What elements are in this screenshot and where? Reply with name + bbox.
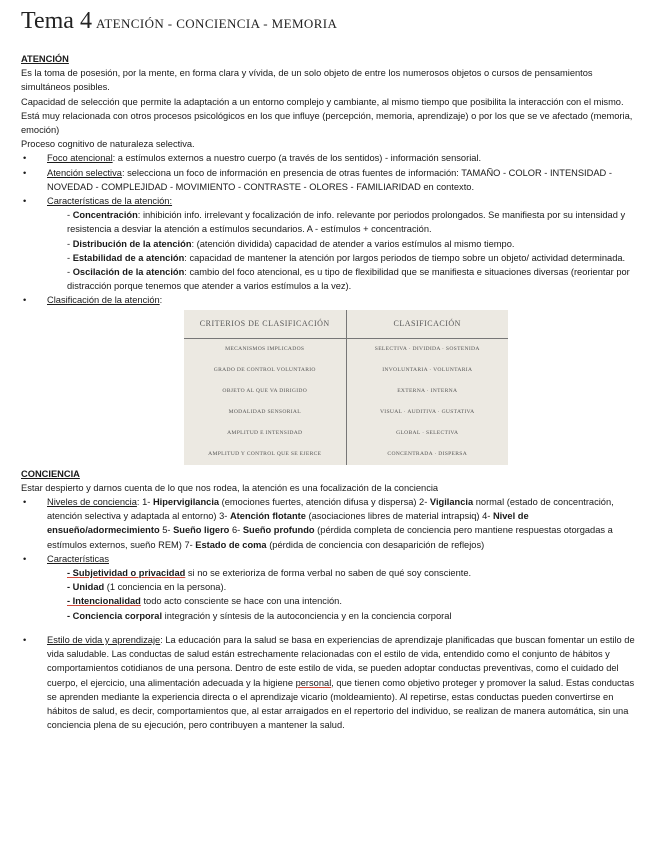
- niveles-text: (pérdida completa de conciencia pero mantiene respuestas otorgadas a estímulos externos, sueño REM) 7-: [47, 525, 613, 550]
- list-item: [21, 151, 637, 165]
- dash: -: [67, 238, 73, 249]
- table-cell: EXTERNA · INTERNA: [397, 388, 458, 395]
- foco-text: : a estímulos externos a nuestro cuerpo (a través de los sentidos) - información sensorial.: [112, 153, 482, 164]
- table-cell: VISUAL · AUDITIVA · GUSTATIVA: [379, 409, 475, 416]
- oscilacion-term: Oscilación de la atención: [72, 267, 185, 278]
- table-cell: OBJETO AL QUE VA DIRIGIDO: [184, 381, 346, 402]
- sub-item: [47, 566, 637, 580]
- sub-item: [47, 251, 637, 265]
- nivel-term: Hipervigilancia: [152, 497, 220, 508]
- unidad-text: (1 conciencia en la persona).: [104, 582, 227, 593]
- dash: -: [67, 210, 73, 221]
- sub-item: [47, 237, 637, 251]
- title-subtitle: ATENCIÓN - CONCIENCIA - MEMORIA: [95, 16, 338, 31]
- estabilidad-term: Estabilidad de a atención: [72, 252, 185, 263]
- colon: :: [159, 295, 163, 306]
- distribucion-text: : (atención dividida) capacidad de atender a varios estímulos al mismo tiempo.: [191, 238, 515, 249]
- nivel-term: Estado de coma: [195, 539, 267, 550]
- table-row: [184, 423, 508, 444]
- estilo-list: [21, 633, 637, 732]
- sub-item: [47, 594, 637, 608]
- sub-item: [47, 580, 637, 594]
- sub-item: [47, 265, 637, 293]
- table-cell: MODALIDAD SENSORIAL: [184, 402, 346, 423]
- table-cell: GRADO DE CONTROL VOLUNTARIO: [184, 360, 346, 381]
- estilo-label: Estilo de vida y aprendizaje: [47, 634, 161, 645]
- caracteristicas-label: Características de la atención:: [47, 196, 173, 207]
- table-cell: AMPLITUD Y CONTROL QUE SE EJERCE: [184, 444, 346, 465]
- document-body: [21, 52, 637, 732]
- conciencia-corporal-term: - Conciencia corporal: [67, 610, 163, 621]
- section-heading-conciencia: CONCIENCIA: [21, 468, 80, 479]
- sub-item: [47, 208, 637, 236]
- table-row: [184, 402, 508, 423]
- table-row: [184, 381, 508, 402]
- unidad-term: - Unidad: [67, 582, 105, 593]
- niveles-text: (asociaciones libres de material intrapsiq) 4-: [305, 511, 493, 522]
- table-cell: MECANISMOS IMPLICADOS: [184, 338, 346, 360]
- list-item: [21, 293, 637, 307]
- paragraph-process: Proceso cognitivo de naturaleza selectiva.: [21, 139, 195, 150]
- table-cell: CONCENTRADA · DISPERSA: [387, 451, 468, 458]
- sub-item: [47, 609, 637, 623]
- list-item: [21, 552, 637, 623]
- table-cell: GLOBAL · SELECTIVA: [396, 430, 459, 437]
- nivel-term: Sueño ligero: [173, 525, 230, 536]
- concentracion-term: Concentración: [72, 210, 138, 221]
- nivel-term: Sueño profundo: [242, 525, 315, 536]
- niveles-text: 5-: [159, 525, 174, 536]
- table-row: [184, 360, 508, 381]
- niveles-text: normal (estado de concentración, atención selectiva y adaptada al entorno) 3-: [47, 497, 614, 522]
- table-cell: INVOLUNTARIA · VOLUNTARIA: [382, 367, 473, 374]
- spacer: [21, 623, 637, 633]
- estilo-personal: personal: [295, 677, 332, 688]
- niveles-text: (emociones fuertes, atención difusa y dispersa) 2-: [219, 497, 430, 508]
- subjetividad-text: si no se exterioriza de forma verbal no saben de qué soy consciente.: [185, 568, 472, 579]
- table-header-row: [184, 310, 508, 339]
- classification-table-image: [184, 310, 637, 465]
- conciencia-list: [21, 495, 637, 623]
- atencion-list: [21, 151, 637, 307]
- table-cell: SELECTIVA · DIVIDIDA · SOSTENIDA: [374, 346, 480, 353]
- estilo-text: : La educación para la salud se basa en experiencias de aprendizaje planificadas que buscan fomentar un estilo de vida saludable. Las conductas de salud están estrechamente relacionadas con el estilo de vida, entendido como el conjunto de hábitos y comportamientos cotidianos de una persona. Dentro de este estilo de vida, se pueden adoptar conductas preventivas, como el cuidado del cuerpo, el ejercicio, una alimentación adecuada y la higiene: [47, 634, 635, 688]
- clasificacion-label: Clasificación de la atención: [47, 295, 160, 306]
- table-cell: AMPLITUD E INTENSIDAD: [184, 423, 346, 444]
- selectiva-label: Atención selectiva: [47, 167, 122, 178]
- subjetividad-term: - Subjetividad o privacidad: [67, 568, 186, 579]
- niveles-text: (pérdida de conciencia con desaparición de reflejos): [266, 539, 485, 550]
- niveles-text: 6-: [229, 525, 243, 536]
- list-item: [21, 194, 637, 293]
- table-header: CLASIFICACIÓN: [346, 310, 508, 339]
- paragraph-conciencia: Estar despierto y darnos cuenta de lo que nos rodea, la atención es una focalización de la conciencia: [21, 482, 439, 493]
- dash: -: [67, 252, 73, 263]
- table-row: [184, 338, 508, 360]
- intencionalidad-term: - Intencionalidad: [67, 596, 141, 607]
- conciencia-corporal-text: integración y síntesis de la autoconciencia y en la conciencia corporal: [162, 610, 452, 621]
- dash: -: [67, 267, 73, 278]
- list-item: [21, 633, 637, 732]
- niveles-text: : 1-: [136, 497, 153, 508]
- nivel-term: Vigilancia: [429, 497, 474, 508]
- table-row: [184, 444, 508, 465]
- paragraph-definition: Es la toma de posesión, por la mente, en forma clara y vívida, de un solo objeto de entre los numerosos objetos o cursos de pensamientos simultáneos posibles.: [21, 68, 593, 93]
- page-title: [21, 8, 337, 35]
- estabilidad-text: : capacidad de mantener la atención por largos periodos de tiempo sobre un objeto/ actividad determinada.: [184, 252, 626, 263]
- foco-label: Foco atencional: [47, 153, 113, 164]
- section-heading-atencion: ATENCIÓN: [21, 54, 69, 64]
- list-item: [21, 166, 637, 194]
- paragraph-capacity: Capacidad de selección que permite la adaptación a un entorno complejo y cambiante, al mismo tiempo que posibilita la interacción con el mismo. Está muy relacionada con otros procesos psicológicos en los que influye (percepción, memoria, aprendizaje) o por los que se ve afectado (memoria, emoción): [21, 96, 633, 136]
- distribucion-term: Distribución de la atención: [72, 238, 192, 249]
- title-main: Tema 4: [21, 8, 92, 34]
- selectiva-text: : selecciona un foco de información en presencia de otras fuentes de información: TAMAÑO - COLOR - INTENSIDAD - NOVEDAD - COMPLEJIDAD - MOVIMIENTO - CONTRASTE - OLORES - FAMILIARIDAD en contexto.: [47, 167, 612, 192]
- table-header: CRITERIOS DE CLASIFICACIÓN: [184, 310, 346, 339]
- classification-table: [184, 310, 508, 465]
- oscilacion-text: : cambio del foco atencional, es u tipo de flexibilidad que se manifiesta e situaciones diversas (reorientar por distracción porque tenemos que atender a varios estímulos a la vez).: [67, 267, 630, 292]
- intencionalidad-text: todo acto consciente se hace con una intención.: [140, 596, 342, 607]
- estilo-text: , que tienen como objetivo proteger y promover la salud. Estas conductas se aprenden mediante la experiencia directa o el aprendizaje vicario (moldeamiento). Al repetirse, estas conductas pueden convertirse en hábitos de salud, es decir, comportamientos que, al estar arraigados en el repertorio del individuo, se realizan de manera automática, sin una conciencia plena de su ejecución, pero contribuyen a mantener la salud.: [47, 677, 635, 731]
- list-item: [21, 495, 637, 552]
- nivel-term: Nivel de ensueño/adormecimiento: [47, 511, 529, 536]
- concentracion-text: : inhibición info. irrelevant y focalización de info. relevante por periodos prolongados. Se manifiesta por su intensidad y resistencia a desviar la atención a estímulos secundarios. A - estímulos + concentración.: [67, 210, 626, 235]
- caracteristicas-conciencia-label: Características: [47, 553, 109, 564]
- niveles-label: Niveles de conciencia: [47, 497, 137, 508]
- nivel-term: Atención flotante: [229, 511, 306, 522]
